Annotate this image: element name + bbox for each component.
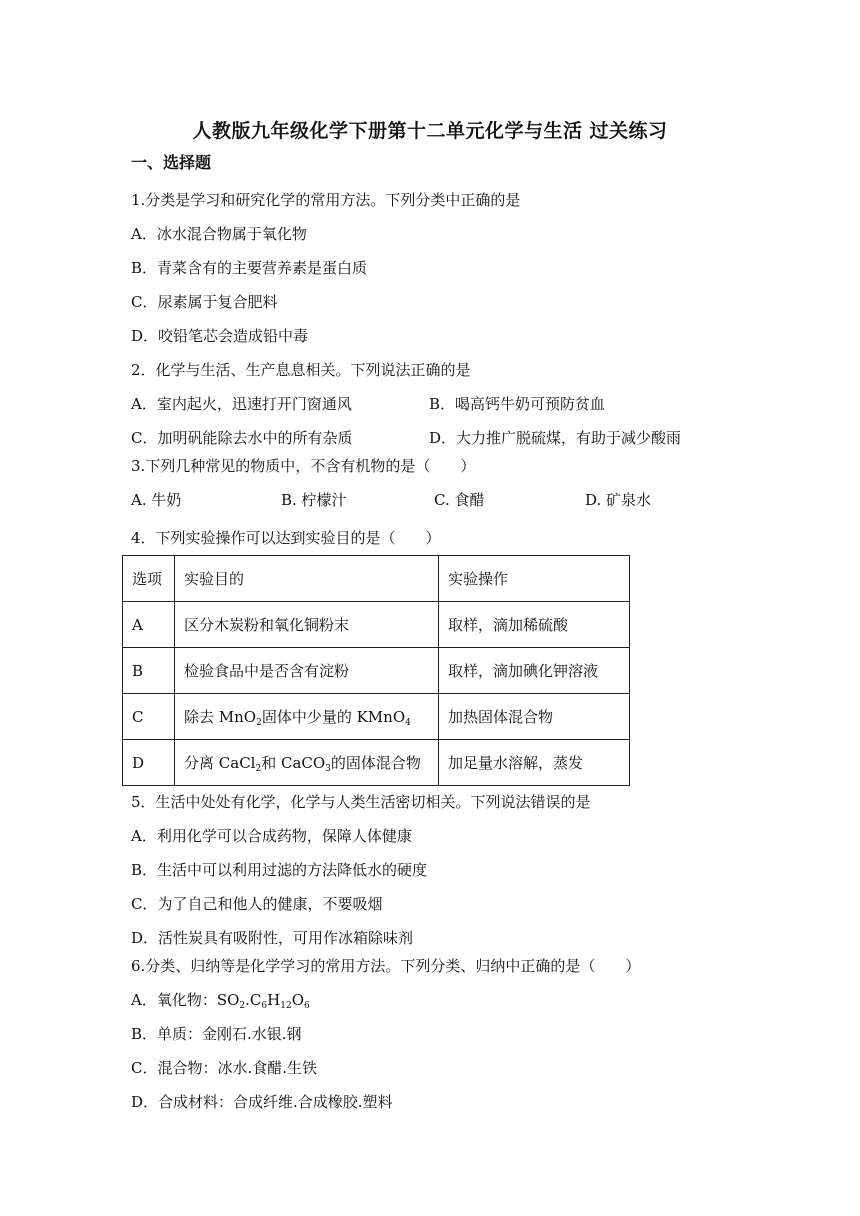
question-6-stem: 6.分类、归纳等是化学学习的常用方法。下列分类、归纳中正确的是（ ） <box>131 957 641 975</box>
question-6-option-c: C．混合物：冰水.食醋.生铁 <box>131 1059 318 1077</box>
page-title: 人教版九年级化学下册第十二单元化学与生活 过关练习 <box>192 120 668 142</box>
table-row <box>123 648 630 694</box>
subscript: 6 <box>304 1001 310 1011</box>
table-header-operation: 实验操作 <box>439 556 630 602</box>
question-2-option-b: B．喝高钙牛奶可预防贫血 <box>429 395 606 413</box>
row-operation: 取样，滴加稀硫酸 <box>439 602 630 648</box>
row-goal: 区分木炭粉和氧化铜粉末 <box>175 602 439 648</box>
question-3-option-d: D. 矿泉水 <box>585 491 652 509</box>
table-header-option: 选项 <box>123 556 175 602</box>
question-3-option-a: A. 牛奶 <box>131 491 182 509</box>
row-option: A <box>123 602 175 648</box>
question-5-option-d: D．活性炭具有吸附性，可用作冰箱除味剂 <box>131 929 414 947</box>
option-text: .C <box>245 991 262 1009</box>
question-1-option-d: D．咬铅笔芯会造成铅中毒 <box>131 327 309 345</box>
goal-text: 的固体混合物 <box>330 754 421 772</box>
subscript: 4 <box>405 718 411 728</box>
subscript: 3 <box>325 764 331 774</box>
goal-text: 分离 CaCl <box>184 754 256 772</box>
question-1-option-c: C．尿素属于复合肥料 <box>131 293 278 311</box>
subscript: 2 <box>255 764 262 774</box>
goal-text: 除去 MnO <box>184 708 257 726</box>
goal-text: 和 CaCO <box>261 754 326 772</box>
subscript: 12 <box>280 1001 292 1011</box>
question-6-option-d: D．合成材料：合成纤维.合成橡胶.塑料 <box>131 1093 393 1111</box>
row-goal: 检验食品中是否含有淀粉 <box>175 648 439 694</box>
row-operation: 取样，滴加碘化钾溶液 <box>439 648 630 694</box>
question-2-option-c: C．加明矾能除去水中的所有杂质 <box>131 429 353 447</box>
question-1-option-b: B．青菜含有的主要营养素是蛋白质 <box>131 259 368 277</box>
question-3-option-b: B. 柠檬汁 <box>281 491 347 509</box>
row-option: C <box>123 694 175 740</box>
row-goal <box>175 694 439 740</box>
question-2-option-a: A．室内起火，迅速打开门窗通风 <box>131 395 352 413</box>
row-goal <box>175 740 439 786</box>
row-operation: 加热固体混合物 <box>439 694 630 740</box>
question-3-stem: 3.下列几种常见的物质中，不含有机物的是（ ） <box>131 457 476 475</box>
question-5-option-b: B．生活中可以利用过滤的方法降低水的硬度 <box>131 861 428 879</box>
table-row <box>123 740 630 786</box>
question-3-option-c: C. 食醋 <box>434 491 485 509</box>
question-2-option-d: D．大力推广脱硫煤，有助于减少酸雨 <box>429 429 682 447</box>
option-text: O <box>291 991 304 1009</box>
experiment-table <box>122 555 630 786</box>
option-text: A．氧化物：SO <box>131 991 240 1009</box>
subscript: 2 <box>239 1001 246 1011</box>
table-row <box>123 694 630 740</box>
table-header-goal: 实验目的 <box>175 556 439 602</box>
question-2-stem: 2．化学与生活、生产息息相关。下列说法正确的是 <box>131 361 471 379</box>
table-header-row <box>123 556 630 602</box>
option-text: H <box>267 991 281 1009</box>
subscript: 6 <box>261 1001 268 1011</box>
goal-text: 固体中少量的 KMnO <box>261 708 406 726</box>
subscript: 2 <box>256 718 262 728</box>
question-5-option-a: A．利用化学可以合成药物，保障人体健康 <box>131 827 412 845</box>
question-5-stem: 5．生活中处处有化学，化学与人类生活密切相关。下列说法错误的是 <box>131 793 591 811</box>
question-6-option-a <box>131 990 310 1010</box>
table-row <box>123 602 630 648</box>
question-6-option-b: B．单质：金刚石.水银.钢 <box>131 1025 302 1043</box>
question-5-option-c: C．为了自己和他人的健康，不要吸烟 <box>131 895 383 913</box>
question-4-stem: 4．下列实验操作可以达到实验目的是（ ） <box>131 529 441 547</box>
question-1-stem: 1.分类是学习和研究化学的常用方法。下列分类中正确的是 <box>131 191 521 209</box>
question-1-option-a: A．冰水混合物属于氧化物 <box>131 225 307 243</box>
row-option: B <box>123 648 175 694</box>
row-operation: 加足量水溶解，蒸发 <box>439 740 630 786</box>
section-heading: 一、选择题 <box>131 153 212 172</box>
row-option: D <box>123 740 175 786</box>
